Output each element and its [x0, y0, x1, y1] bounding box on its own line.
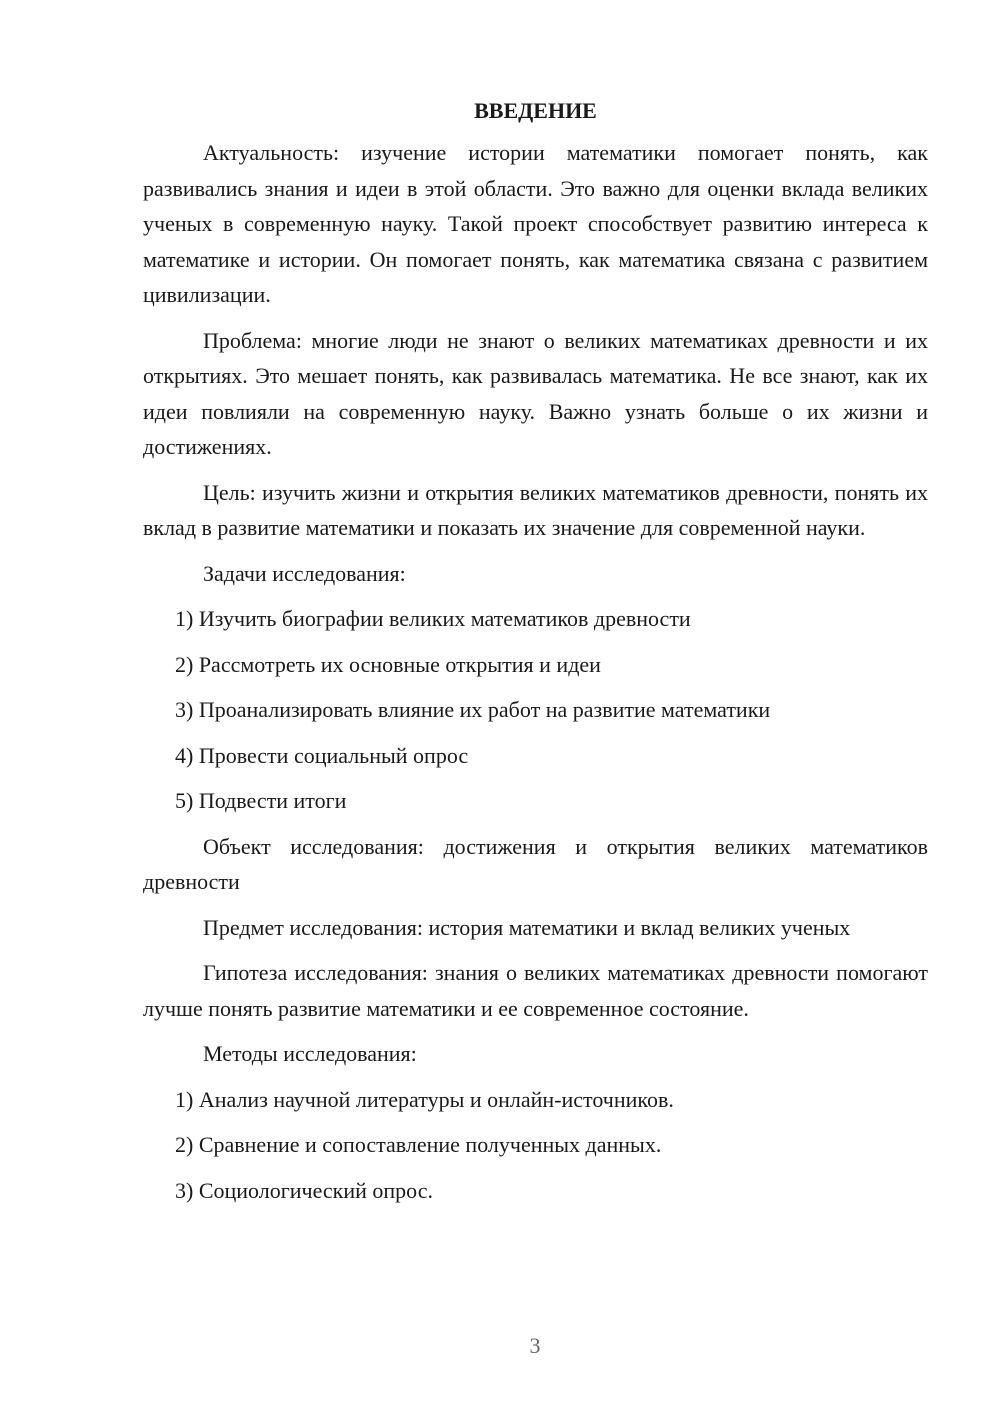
tasks-list: [143, 601, 928, 819]
task-item: 3) Проанализировать влияние их работ на развитие математики: [175, 697, 771, 722]
task-item: 2) Рассмотреть их основные открытия и идеи: [175, 651, 601, 677]
problem-paragraph: Проблема: многие люди не знают о великих математиках древности и их открытиях. Это мешает понять, как развивалась математика. Не все знают, как их идеи повлияли на современную науку. Важно узнать больше о их жизни и достижениях.: [143, 327, 928, 459]
task-item: 5) Подвести итоги: [175, 788, 347, 813]
page-number: 3: [529, 1333, 541, 1358]
subject-paragraph: Предмет исследования: история математики и вклад великих ученых: [203, 914, 851, 940]
methods-list: [143, 1082, 928, 1209]
hypothesis-paragraph: Гипотеза исследования: знания о великих математиках древности помогают лучше понять развитие математики и ее современное состояние.: [143, 960, 928, 1021]
page-content: [143, 93, 928, 1218]
page-title: ВВЕДЕНИЕ: [474, 98, 597, 123]
methods-heading: Методы исследования:: [203, 1041, 417, 1066]
task-item: 4) Провести социальный опрос: [175, 742, 469, 768]
object-paragraph: Объект исследования: достижения и открытия великих математиков древности: [143, 833, 928, 894]
method-item: 1) Анализ научной литературы и онлайн-источников.: [175, 1086, 674, 1112]
method-item: 3) Социологический опрос.: [175, 1177, 433, 1203]
relevance-paragraph: Актуальность: изучение истории математики помогает понять, как развивались знания и идеи в этой области. Это важно для оценки вклада великих ученых в современную науку. Такой проект способствует развитию интереса к математике и истории. Он помогает понять, как математика связана с развитием цивилизации.: [143, 140, 928, 307]
task-item: 1) Изучить биографии великих математиков древности: [175, 606, 691, 631]
tasks-heading: Задачи исследования:: [203, 560, 406, 586]
method-item: 2) Сравнение и сопоставление полученных данных.: [175, 1132, 662, 1157]
goal-paragraph: Цель: изучить жизни и открытия великих математиков древности, понять их вклад в развитие математики и показать их значение для современной науки.: [143, 479, 928, 540]
